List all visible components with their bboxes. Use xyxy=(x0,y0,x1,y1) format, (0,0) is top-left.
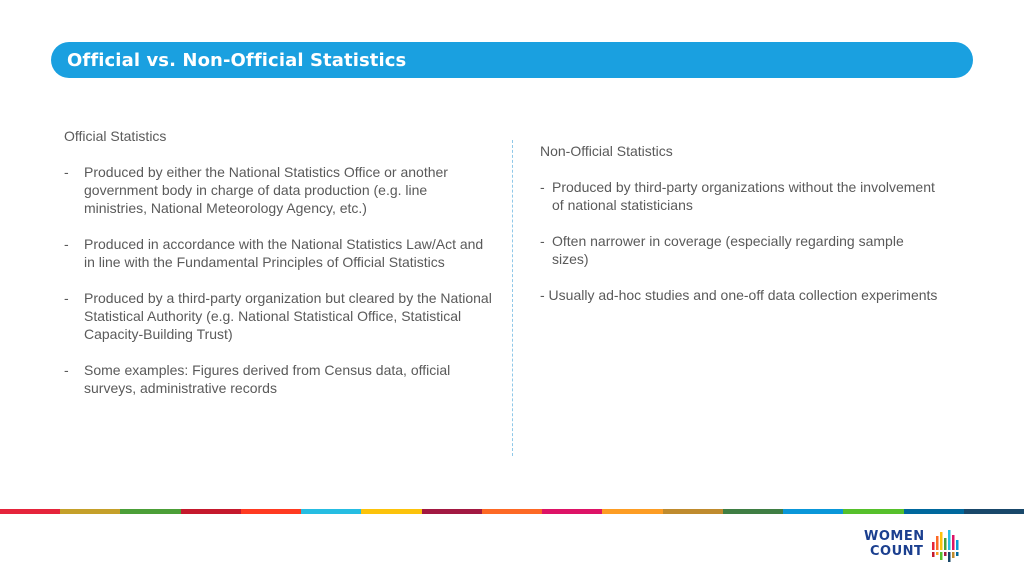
stripe-segment xyxy=(542,509,602,514)
list-item xyxy=(540,178,940,214)
bullet-dash: - xyxy=(64,290,69,306)
bullet-dash: - xyxy=(64,362,69,378)
list-item-text: Some examples: Figures derived from Census data, official surveys, administrative records xyxy=(84,362,451,396)
list-item xyxy=(64,361,494,397)
bullet-dash: - xyxy=(540,233,545,249)
official-statistics-heading: Official Statistics xyxy=(64,128,167,144)
logo-text-women: WOMEN xyxy=(864,529,925,544)
stripe-segment xyxy=(120,509,180,514)
stripe-segment xyxy=(301,509,361,514)
sdg-color-stripe xyxy=(0,509,1024,514)
official-statistics-list xyxy=(64,163,494,397)
stripe-segment xyxy=(422,509,482,514)
women-count-logo xyxy=(864,528,974,564)
list-item-text: Produced by a third-party organization but cleared by the National Statistical Authority (e.g. National Statistical Office, Statistical Capacity-Building Trust) xyxy=(84,290,492,342)
stripe-segment xyxy=(60,509,120,514)
bullet-dash: - xyxy=(64,236,69,252)
stripe-segment xyxy=(181,509,241,514)
non-official-statistics-list xyxy=(540,178,940,268)
stripe-segment xyxy=(0,509,60,514)
stripe-segment xyxy=(964,509,1024,514)
list-item-text: Often narrower in coverage (especially regarding sample sizes) xyxy=(552,233,904,267)
stripe-segment xyxy=(843,509,903,514)
column-divider xyxy=(512,140,513,456)
bullet-dash: - xyxy=(64,164,69,180)
stripe-segment xyxy=(361,509,421,514)
official-statistics-column xyxy=(64,127,494,415)
stripe-segment xyxy=(783,509,843,514)
stripe-segment xyxy=(663,509,723,514)
list-item-text: Produced in accordance with the National Statistics Law/Act and in line with the Fundamental Principles of Official Statistics xyxy=(84,236,484,270)
stripe-segment xyxy=(482,509,542,514)
non-official-statistics-heading: Non-Official Statistics xyxy=(540,143,673,159)
stripe-segment xyxy=(904,509,964,514)
logo-text-count: COUNT xyxy=(870,544,924,559)
stripe-segment xyxy=(723,509,783,514)
list-item xyxy=(64,163,494,217)
list-item-text: - Usually ad-hoc studies and one-off data collection experiments xyxy=(540,287,938,303)
list-item-text: Produced by third-party organizations without the involvement of national statisticians xyxy=(552,179,935,213)
stripe-segment xyxy=(602,509,662,514)
stripe-segment xyxy=(241,509,301,514)
bullet-dash: - xyxy=(540,179,545,195)
list-item xyxy=(64,235,494,271)
list-item xyxy=(64,289,494,343)
list-item-text: Produced by either the National Statistics Office or another government body in charge of data production (e.g. line ministries, National Meteorology Agency, etc.) xyxy=(84,164,448,216)
bar-chart-logo-icon xyxy=(930,528,974,564)
page-title: Official vs. Non-Official Statistics xyxy=(67,49,407,71)
list-item xyxy=(540,232,940,268)
title-bar xyxy=(51,42,973,78)
non-official-statistics-column xyxy=(540,142,940,304)
